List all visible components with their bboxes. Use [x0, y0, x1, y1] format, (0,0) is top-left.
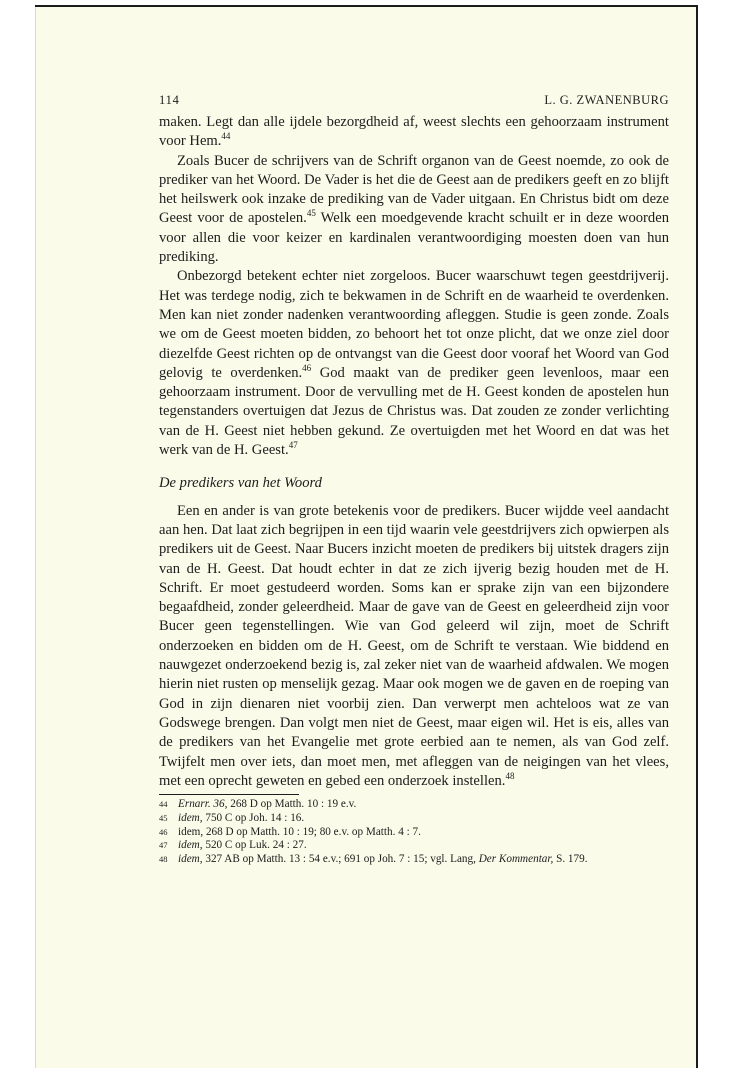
text-run: maken. Legt dan alle ijdele bezorgdheid af, weest slechts een gehoorzaam instrument voor Hem.	[159, 114, 669, 150]
footnote-text	[178, 839, 669, 853]
text-run: 750 C op Joh. 14 : 16.	[202, 811, 305, 824]
italic-text: idem,	[178, 839, 203, 852]
paragraph	[159, 267, 669, 460]
footnote-rule	[159, 794, 299, 795]
footnote	[159, 798, 669, 812]
text-run: 327 AB op Matth. 13 : 54 e.v.; 691 op Joh. 7 : 15; vgl. Lang,	[202, 852, 479, 865]
italic-text: Ernarr. 36,	[178, 798, 228, 811]
text-run: 268 D op Matth. 10 : 19 e.v.	[227, 798, 357, 811]
page-content	[159, 91, 669, 867]
footnote	[159, 812, 669, 826]
footnote-ref: 46	[302, 362, 312, 373]
footnote	[159, 826, 669, 840]
text-run: Een en ander is van grote betekenis voor de predikers. Bucer wijdde veel aandacht aan hen. Dat laat zich begrijpen in een tijd waarin vele geestdrijvers zich opwierpen als predikers uit de Geest. Naar Bucers inzicht moeten de predikers bij uitstek dragers zijn van de H. Geest. Dat houdt echter in dat ze zich ijverig bezig houden met de H. Schrift. Er moet gestudeerd worden. Soms kan er sprake zijn van een bijzondere begaafdheid, zonder geleerdheid. Maar de gave van de Geest en geleerdheid zijn voor Bucer geen tegenstellingen. Wie van God geleerd wil zijn, moet de Schrift onderzoeken en bidden om de H. Geest, om de Schrift te verstaan. Wie biddend en nauwgezet onderzoekend bezig is, zal zeker niet van de waarheid afdwalen. We mogen hierin niet rusten op menselijk gezag. Maar ook mogen we de gaven en de roeping van God in zijn dienaren niet voorbij zien. Dan verwerpt men achteloos wat ze van Godswege brengen. Dan volgt men niet de Geest, maar eigen wil. Het is eis, alles van de predikers van het Evangelie met grote eerbied aan te nemen, als van God zelf. Twijfelt men over iets, dan moet men, met afleggen van de neigingen van het vlees, met een oprecht geweten en gebed een onderzoek instellen.	[159, 502, 669, 789]
italic-text: Der Kommentar,	[478, 852, 554, 865]
book-page	[35, 5, 698, 1068]
footnote-text	[178, 826, 669, 840]
text-run: idem, 268 D op Matth. 10 : 19; 80 e.v. op Matth. 4 : 7.	[178, 825, 421, 838]
italic-text: idem,	[178, 852, 203, 865]
footnote-number: 47	[159, 840, 168, 851]
footnote-ref: 48	[505, 770, 515, 781]
footnote-number: 44	[159, 799, 168, 810]
text-run: God maakt van de prediker geen levenloos, maar een gehoorzaam instrument. Door de vervulling met de H. Geest konden de apostelen hun tegenstanders overtuigen dat Jezus de Christus was. Dat zouden ze zonder verlichting van de H. Geest niet hebben gekund. Ze overtuigden met het Woord en dat was het werk van de H. Geest.	[159, 364, 670, 459]
footnote-ref: 47	[288, 440, 298, 451]
footnote-number: 46	[159, 826, 168, 837]
footnote-ref: 45	[306, 208, 316, 219]
paragraph	[159, 502, 669, 791]
text-run: Welk een moedgevende kracht schuilt er in deze woorden voor allen die voor keizer en kardinalen verantwoordiging moesten doen van hun prediking.	[159, 210, 669, 266]
italic-text: idem,	[178, 811, 203, 824]
body-text-lower	[159, 502, 669, 791]
text-run: S. 179.	[553, 852, 588, 865]
footnotes	[159, 798, 669, 867]
footnote-ref: 44	[221, 131, 231, 142]
footnote-text	[178, 812, 669, 826]
running-title: L. G. ZWANENBURG	[544, 93, 669, 107]
paragraph	[159, 113, 669, 152]
footnote-number: 45	[159, 812, 168, 823]
scan-edge	[35, 7, 36, 1068]
body-text-upper	[159, 113, 669, 460]
running-head	[159, 91, 669, 113]
text-run: Onbezorgd betekent echter niet zorgeloos. Bucer waarschuwt tegen geestdrijverij. Het was terdege nodig, zich te bekwamen in de Schrift en de waarheid te overdenken. Men kan niet zonder nadenken verantwoording afleggen. Studie is geen zonde. Zoals we om de Geest moeten bidden, zo behoort het tot onze plicht, dat we onze ziel door diezelfde Geest richten op de ontvangst van die Geest door vooraf het Woord van God gelovig te overdenken.	[159, 268, 669, 381]
text-run: 520 C op Luk. 24 : 27.	[202, 839, 307, 852]
page-number: 114	[159, 93, 180, 107]
section-heading: De predikers van het Woord	[159, 475, 322, 492]
footnote	[159, 853, 669, 867]
footnote	[159, 839, 669, 853]
footnote-number: 48	[159, 853, 168, 864]
paragraph	[159, 152, 669, 268]
footnote-text	[178, 798, 669, 812]
footnote-text	[178, 853, 669, 867]
text-run: Zoals Bucer de schrijvers van de Schrift organon van de Geest noemde, zo ook de prediker van het Woord. De Vader is het die de Geest aan de predikers geeft en zo blijft het heilswerk ook inzake de prediking van de Vader uitgaan. En Christus bidt om deze Geest voor de apostelen.	[159, 152, 669, 227]
